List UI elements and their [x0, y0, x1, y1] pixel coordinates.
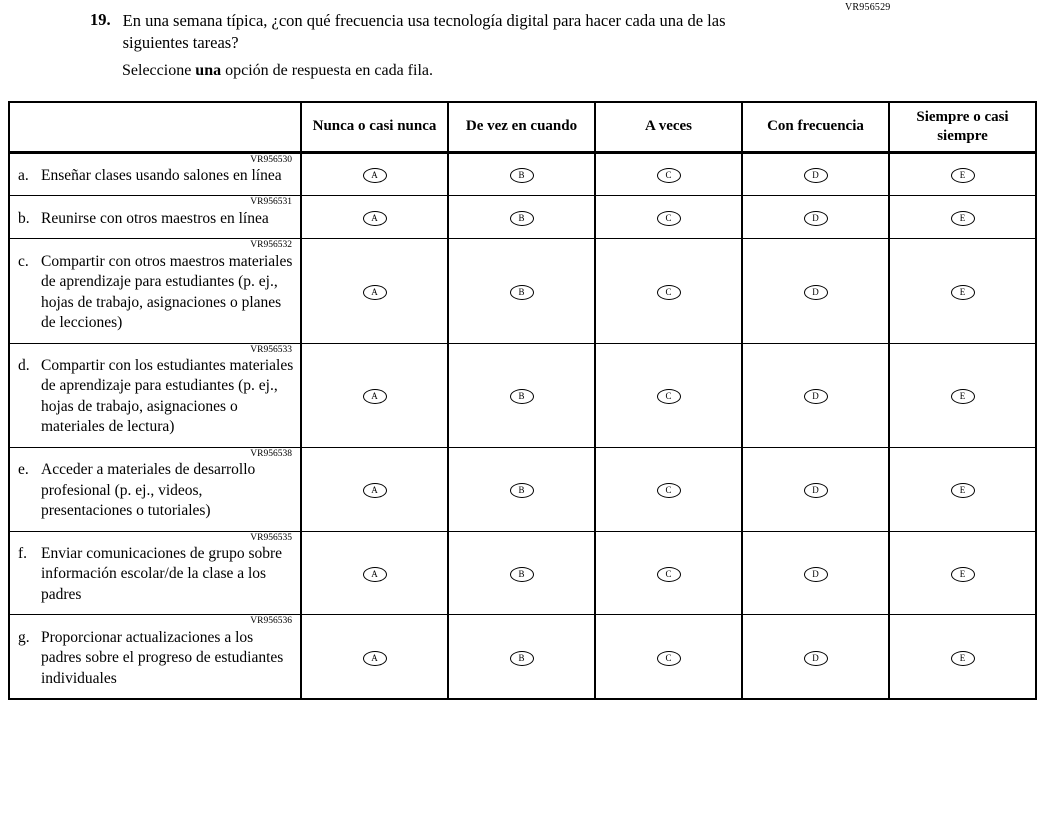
option-cell — [595, 196, 742, 239]
table-row — [9, 615, 1036, 699]
option-a-bubble[interactable]: A — [363, 285, 387, 300]
option-d-bubble[interactable]: D — [804, 285, 828, 300]
table-row — [9, 531, 1036, 615]
option-a-bubble[interactable]: A — [363, 483, 387, 498]
task-text: Enviar comunicaciones de grupo sobre información escolar/de la clase a los padres — [41, 545, 283, 603]
column-header: Siempre o casi siempre — [889, 102, 1036, 152]
option-d-bubble[interactable]: D — [804, 389, 828, 404]
option-cell — [889, 152, 1036, 196]
option-d-bubble[interactable]: D — [804, 168, 828, 183]
row-code: VR956531 — [250, 197, 292, 208]
option-cell — [448, 196, 595, 239]
option-cell — [448, 152, 595, 196]
task-cell — [9, 615, 301, 699]
table-row — [9, 152, 1036, 196]
option-cell — [595, 615, 742, 699]
option-c-bubble[interactable]: C — [657, 389, 681, 404]
option-cell — [742, 196, 889, 239]
row-code: VR956538 — [250, 448, 292, 459]
task-cell — [9, 531, 301, 615]
task-cell — [9, 239, 301, 343]
option-cell — [448, 343, 595, 447]
option-d-bubble[interactable]: D — [804, 567, 828, 582]
option-b-bubble[interactable]: B — [510, 567, 534, 582]
task-cell — [9, 447, 301, 531]
response-table — [8, 101, 1037, 700]
option-cell — [448, 447, 595, 531]
question-block — [90, 10, 810, 55]
option-cell — [595, 343, 742, 447]
option-b-bubble[interactable]: B — [510, 651, 534, 666]
task-text: Enseñar clases usando salones en línea — [41, 166, 282, 184]
option-a-bubble[interactable]: A — [363, 211, 387, 226]
task-label — [18, 628, 294, 689]
task-letter: f. — [18, 545, 28, 563]
option-cell — [742, 152, 889, 196]
option-a-bubble[interactable]: A — [363, 651, 387, 666]
option-cell — [889, 447, 1036, 531]
header-row — [9, 102, 1036, 152]
option-c-bubble[interactable]: C — [657, 168, 681, 183]
option-d-bubble[interactable]: D — [804, 211, 828, 226]
task-label — [18, 460, 294, 521]
option-cell — [301, 343, 448, 447]
task-text: Compartir con los estudiantes materiales de aprendizaje para estudiantes (p. ej., hojas de trabajo, asignaciones o materiales de lectura) — [41, 356, 294, 436]
task-text: Acceder a materiales de desarrollo profesional (p. ej., videos, presentaciones o tutoriales) — [41, 461, 256, 520]
task-label — [18, 544, 294, 605]
task-letter: a. — [18, 166, 29, 184]
row-code: VR956535 — [250, 532, 292, 543]
option-b-bubble[interactable]: B — [510, 389, 534, 404]
option-cell — [889, 239, 1036, 343]
option-cell — [595, 239, 742, 343]
option-cell — [448, 239, 595, 343]
task-letter: b. — [18, 209, 30, 227]
row-code: VR956530 — [250, 154, 292, 165]
task-cell — [9, 196, 301, 239]
task-letter: d. — [18, 356, 30, 374]
task-text: Compartir con otros maestros materiales de aprendizaje para estudiantes (p. ej., hojas de trabajo, asignaciones o planes de lecciones) — [41, 252, 293, 332]
answer-rows — [9, 152, 1036, 699]
option-c-bubble[interactable]: C — [657, 651, 681, 666]
option-e-bubble[interactable]: E — [951, 651, 975, 666]
option-c-bubble[interactable]: C — [657, 483, 681, 498]
task-label — [18, 166, 294, 186]
column-header: Con frecuencia — [742, 102, 889, 152]
option-cell — [595, 152, 742, 196]
option-b-bubble[interactable]: B — [510, 285, 534, 300]
page-form-code: VR956529 — [845, 2, 891, 13]
option-cell — [595, 531, 742, 615]
column-header: Nunca o casi nunca — [301, 102, 448, 152]
row-code: VR956533 — [250, 344, 292, 355]
task-cell — [9, 152, 301, 196]
option-cell — [742, 343, 889, 447]
option-d-bubble[interactable]: D — [804, 483, 828, 498]
table-row — [9, 447, 1036, 531]
row-code: VR956536 — [250, 616, 292, 627]
option-a-bubble[interactable]: A — [363, 168, 387, 183]
option-a-bubble[interactable]: A — [363, 567, 387, 582]
task-letter: c. — [18, 252, 29, 270]
option-cell — [889, 615, 1036, 699]
option-e-bubble[interactable]: E — [951, 567, 975, 582]
option-e-bubble[interactable]: E — [951, 211, 975, 226]
option-cell — [448, 615, 595, 699]
option-e-bubble[interactable]: E — [951, 483, 975, 498]
task-cell — [9, 343, 301, 447]
option-b-bubble[interactable]: B — [510, 168, 534, 183]
table-row — [9, 196, 1036, 239]
option-c-bubble[interactable]: C — [657, 211, 681, 226]
option-cell — [889, 196, 1036, 239]
option-e-bubble[interactable]: E — [951, 285, 975, 300]
option-cell — [742, 615, 889, 699]
instruction-bold-word: una — [195, 62, 222, 79]
question-number: 19. — [90, 10, 111, 29]
option-c-bubble[interactable]: C — [657, 567, 681, 582]
task-letter: e. — [18, 461, 29, 479]
column-header: A veces — [595, 102, 742, 152]
option-cell — [889, 531, 1036, 615]
option-cell — [595, 447, 742, 531]
option-cell — [301, 239, 448, 343]
option-a-bubble[interactable]: A — [363, 389, 387, 404]
option-cell — [742, 239, 889, 343]
option-cell — [742, 531, 889, 615]
option-cell — [301, 447, 448, 531]
option-d-bubble[interactable]: D — [804, 651, 828, 666]
option-cell — [742, 447, 889, 531]
option-cell — [301, 531, 448, 615]
option-e-bubble[interactable]: E — [951, 168, 975, 183]
option-cell — [301, 196, 448, 239]
question-text: En una semana típica, ¿con qué frecuencia usa tecnología digital para hacer cada una de las siguientes tareas? — [122, 11, 726, 53]
task-letter: g. — [18, 628, 30, 646]
column-header: De vez en cuando — [448, 102, 595, 152]
option-b-bubble[interactable]: B — [510, 483, 534, 498]
table-row — [9, 343, 1036, 447]
task-column-header — [9, 102, 301, 152]
instruction-prefix: Seleccione — [122, 62, 196, 79]
option-cell — [301, 152, 448, 196]
task-text: Reunirse con otros maestros en línea — [41, 209, 269, 227]
option-c-bubble[interactable]: C — [657, 285, 681, 300]
table-row — [9, 239, 1036, 343]
option-b-bubble[interactable]: B — [510, 211, 534, 226]
task-text: Proporcionar actualizaciones a los padres sobre el progreso de estudiantes individuales — [41, 628, 284, 687]
row-code: VR956532 — [250, 240, 292, 251]
option-cell — [448, 531, 595, 615]
option-cell — [889, 343, 1036, 447]
task-label — [18, 356, 294, 438]
task-label — [18, 252, 294, 334]
option-e-bubble[interactable]: E — [951, 389, 975, 404]
task-label — [18, 209, 294, 229]
instruction-text — [122, 62, 433, 80]
option-cell — [301, 615, 448, 699]
instruction-suffix: opción de respuesta en cada fila. — [221, 62, 433, 79]
